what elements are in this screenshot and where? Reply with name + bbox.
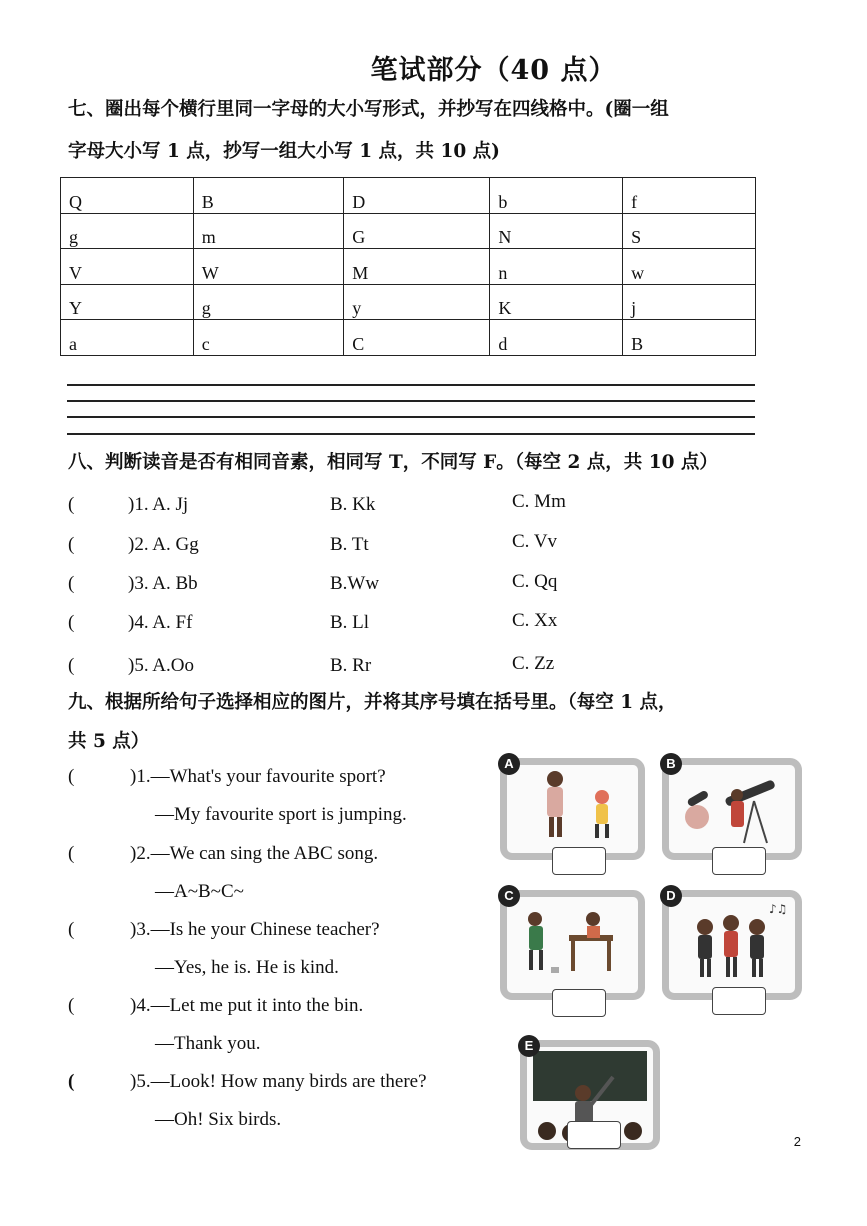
- grid-cell[interactable]: y: [344, 284, 490, 320]
- grid-cell[interactable]: B: [623, 320, 756, 356]
- section-7-heading-line2: 字母大小写 1 点，抄写一组大小写 1 点，共 10 点): [68, 141, 500, 162]
- section-9-heading-line1: 九、根据所给句子选择相应的图片，并将其序号填在括号里。（每空 1 点，: [68, 692, 677, 713]
- section-7-heading-line1: 七、圈出每个横行里同一字母的大小写形式，并抄写在四线格中。(圈一组: [68, 99, 669, 120]
- picture-a: [500, 758, 645, 860]
- grid-row-3: [61, 249, 756, 285]
- picture-d-answer-box[interactable]: [712, 987, 766, 1015]
- question-line: )2.—We can sing the ABC song.: [130, 843, 379, 864]
- grid-cell[interactable]: D: [344, 178, 490, 214]
- answer-paren[interactable]: (: [68, 919, 75, 940]
- svg-text:♪♫: ♪♫: [769, 902, 788, 916]
- answer-paren[interactable]: (: [68, 573, 75, 594]
- option-c: C. Xx: [512, 610, 558, 631]
- page-title: 笔试部分（40 点）: [370, 55, 617, 86]
- option-b: B. Rr: [330, 655, 372, 676]
- option-b: B. Tt: [330, 534, 369, 555]
- page-number: 2: [793, 1134, 801, 1149]
- letter-grid: [60, 177, 756, 356]
- option-a: )3. A. Bb: [128, 573, 198, 594]
- writing-line: [67, 416, 755, 418]
- grid-row-4: [61, 284, 756, 320]
- response-line: —Thank you.: [155, 1033, 261, 1054]
- picture-b: [662, 758, 802, 860]
- option-a: )1. A. Jj: [128, 494, 189, 515]
- picture-label-c: C: [498, 885, 520, 907]
- grid-cell[interactable]: g: [61, 213, 194, 249]
- option-a: )5. A.Oo: [128, 655, 194, 676]
- response-line: —Oh! Six birds.: [155, 1109, 282, 1130]
- picture-d: [662, 890, 802, 1000]
- grid-cell[interactable]: f: [623, 178, 756, 214]
- grid-cell[interactable]: G: [344, 213, 490, 249]
- section-9-heading-line2: 共 5 点）: [68, 731, 150, 752]
- response-line: —Yes, he is. He is kind.: [155, 957, 339, 978]
- grid-cell[interactable]: B: [193, 178, 343, 214]
- grid-cell[interactable]: d: [490, 320, 623, 356]
- grid-cell[interactable]: V: [61, 249, 194, 285]
- grid-cell[interactable]: g: [193, 284, 343, 320]
- question-line: )4.—Let me put it into the bin.: [130, 995, 364, 1016]
- grid-cell[interactable]: w: [623, 249, 756, 285]
- picture-label-e: E: [518, 1035, 540, 1057]
- grid-cell[interactable]: j: [623, 284, 756, 320]
- picture-label-a: A: [498, 753, 520, 775]
- option-a: )2. A. Gg: [128, 534, 199, 555]
- answer-paren[interactable]: (: [68, 534, 75, 555]
- answer-paren[interactable]: (: [68, 995, 75, 1016]
- option-c: C. Qq: [512, 571, 558, 592]
- option-b: B. Ll: [330, 612, 370, 633]
- grid-cell[interactable]: M: [344, 249, 490, 285]
- telescope-birdwatching-illustration: [669, 765, 795, 853]
- rubbish-pickup-classroom-illustration: [507, 897, 638, 993]
- answer-paren[interactable]: (: [68, 494, 75, 515]
- answer-paren[interactable]: (: [68, 1071, 75, 1092]
- picture-label-b: B: [660, 753, 682, 775]
- option-a: )4. A. Ff: [128, 612, 193, 633]
- picture-e: [520, 1040, 660, 1150]
- section-8-heading: 八、判断读音是否有相同音素，相同写 T，不同写 F。（每空 2 点，共 10 点）: [68, 452, 718, 473]
- grid-cell[interactable]: W: [193, 249, 343, 285]
- option-b: B. Kk: [330, 494, 376, 515]
- jumping-kids-illustration: [507, 765, 638, 853]
- grid-cell[interactable]: C: [344, 320, 490, 356]
- answer-paren[interactable]: (: [68, 655, 75, 676]
- response-line: —My favourite sport is jumping.: [155, 804, 407, 825]
- grid-row-5: [61, 320, 756, 356]
- grid-cell[interactable]: K: [490, 284, 623, 320]
- picture-b-answer-box[interactable]: [712, 847, 766, 875]
- option-c: C. Mm: [512, 491, 566, 512]
- grid-cell[interactable]: n: [490, 249, 623, 285]
- option-b: B.Ww: [330, 573, 380, 594]
- picture-c: [500, 890, 645, 1000]
- picture-c-answer-box[interactable]: [552, 989, 606, 1017]
- picture-label-d: D: [660, 885, 682, 907]
- answer-paren[interactable]: (: [68, 843, 75, 864]
- answer-paren[interactable]: (: [68, 612, 75, 633]
- singing-children-illustration: [669, 897, 795, 993]
- response-line: —A~B~C~: [155, 881, 244, 902]
- grid-cell[interactable]: Y: [61, 284, 194, 320]
- picture-e-answer-box[interactable]: [567, 1121, 621, 1149]
- grid-cell[interactable]: m: [193, 213, 343, 249]
- grid-cell[interactable]: Q: [61, 178, 194, 214]
- four-line-writing-area[interactable]: [67, 384, 755, 436]
- question-line: )1.—What's your favourite sport?: [130, 766, 386, 787]
- grid-cell[interactable]: b: [490, 178, 623, 214]
- grid-cell[interactable]: c: [193, 320, 343, 356]
- option-c: C. Zz: [512, 653, 555, 674]
- grid-cell[interactable]: N: [490, 213, 623, 249]
- writing-line: [67, 384, 755, 386]
- grid-row-1: [61, 178, 756, 214]
- question-line: )3.—Is he your Chinese teacher?: [130, 919, 380, 940]
- grid-row-2: [61, 213, 756, 249]
- writing-line: [67, 400, 755, 402]
- option-c: C. Vv: [512, 531, 558, 552]
- writing-line: [67, 433, 755, 435]
- answer-paren[interactable]: (: [68, 766, 75, 787]
- question-line: )5.—Look! How many birds are there?: [130, 1071, 427, 1092]
- picture-a-answer-box[interactable]: [552, 847, 606, 875]
- grid-cell[interactable]: a: [61, 320, 194, 356]
- grid-cell[interactable]: S: [623, 213, 756, 249]
